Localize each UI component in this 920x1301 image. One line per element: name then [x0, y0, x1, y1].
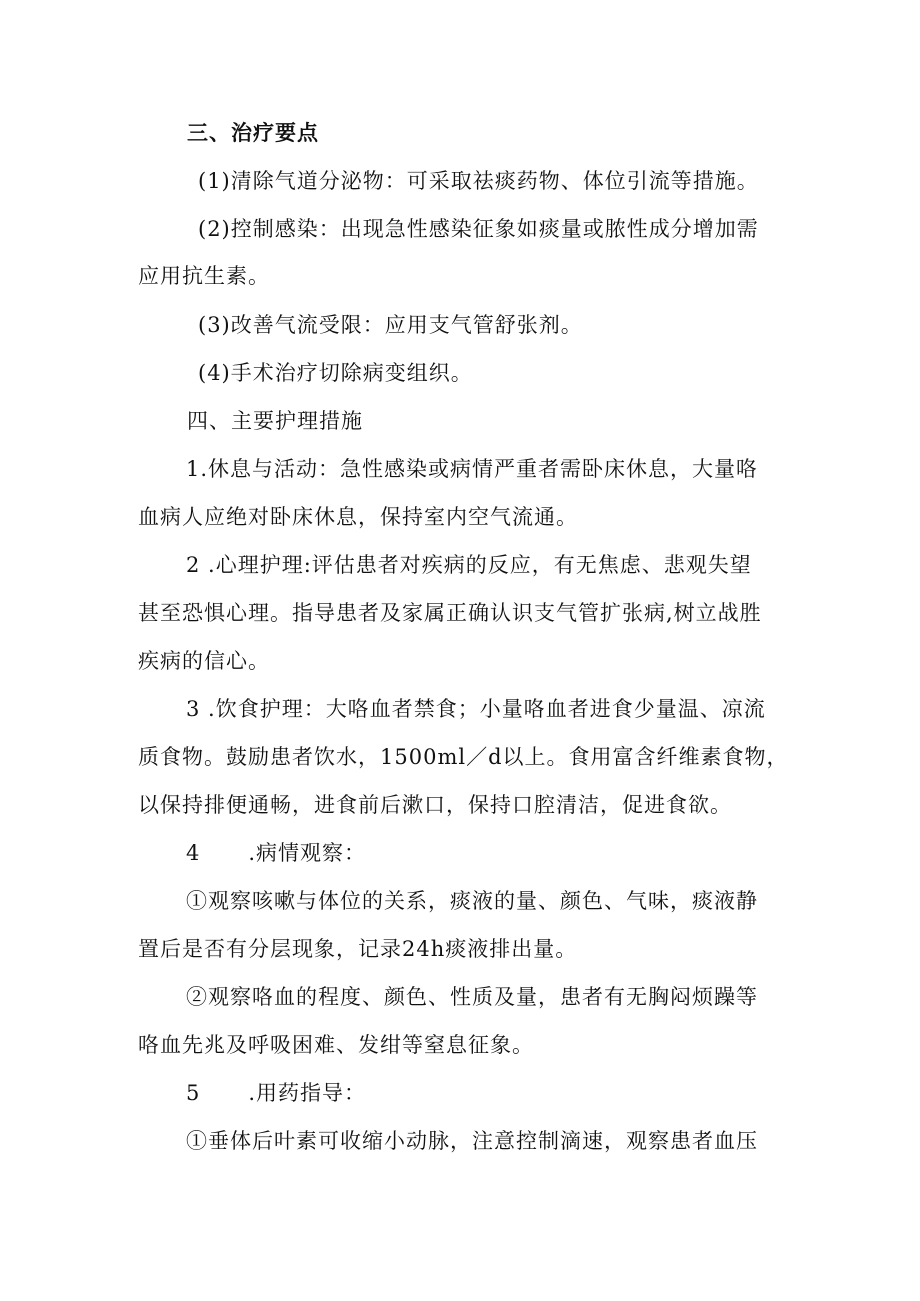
treatment-item-4: (4)手术治疗切除病变组织。 [198, 361, 473, 385]
nursing-3-line-1: 3 .饮食护理：大咯血者禁食；小量咯血者进食少量温、凉流 [186, 697, 766, 721]
nursing-3-line-2: 质食物。鼓励患者饮水，1500ml／d以上。食用富含纤维素食物， [138, 745, 789, 769]
treatment-item-2-line-1: (2)控制感染：出现急性感染征象如痰量或脓性成分增加需 [198, 217, 759, 241]
treatment-item-3: (3)改善气流受限：应用支气管舒张剂。 [198, 313, 583, 337]
medication-1-line-1: ①垂体后叶素可收缩小动脉，注意控制滴速，观察患者血压 [186, 1129, 758, 1153]
section-3-heading: 三、治疗要点 [187, 120, 319, 145]
nursing-4-title: .病情观察： [248, 841, 367, 865]
nursing-3-line-3: 以保持排便通畅，进食前后漱口，保持口腔清洁，促进食欲。 [138, 793, 732, 817]
observation-1-line-1: ①观察咳嗽与体位的关系，痰液的量、颜色、气味，痰液静 [186, 889, 758, 913]
observation-1-line-2: 置后是否有分层现象，记录24h痰液排出量。 [138, 937, 578, 961]
section-4-heading: 四、主要护理措施 [187, 409, 363, 433]
nursing-4-number: 4 [186, 841, 201, 865]
nursing-4-heading [186, 838, 366, 868]
nursing-2-line-1: 2 .心理护理:评估患者对疾病的反应，有无焦虑、悲观失望 [186, 553, 752, 577]
treatment-item-2-line-2: 应用抗生素。 [138, 264, 270, 288]
observation-2-line-1: ②观察咯血的程度、颜色、性质及量，患者有无胸闷烦躁等 [186, 985, 758, 1009]
treatment-item-1: (1)清除气道分泌物：可采取祛痰药物、体位引流等措施。 [198, 169, 759, 193]
observation-2-line-2: 咯血先兆及呼吸困难、发绀等窒息征象。 [138, 1033, 534, 1057]
nursing-1-line-1: 1.休息与活动：急性感染或病情严重者需卧床休息，大量咯 [186, 457, 759, 481]
nursing-2-line-2: 甚至恐惧心理。指导患者及家属正确认识支气管扩张病,树立战胜 [138, 601, 762, 625]
nursing-5-title: .用药指导： [248, 1081, 367, 1105]
nursing-5-heading [186, 1078, 366, 1108]
nursing-1-line-2: 血病人应绝对卧床休息，保持室内空气流通。 [138, 505, 578, 529]
nursing-5-number: 5 [186, 1081, 201, 1105]
nursing-2-line-3: 疾病的信心。 [138, 649, 270, 673]
